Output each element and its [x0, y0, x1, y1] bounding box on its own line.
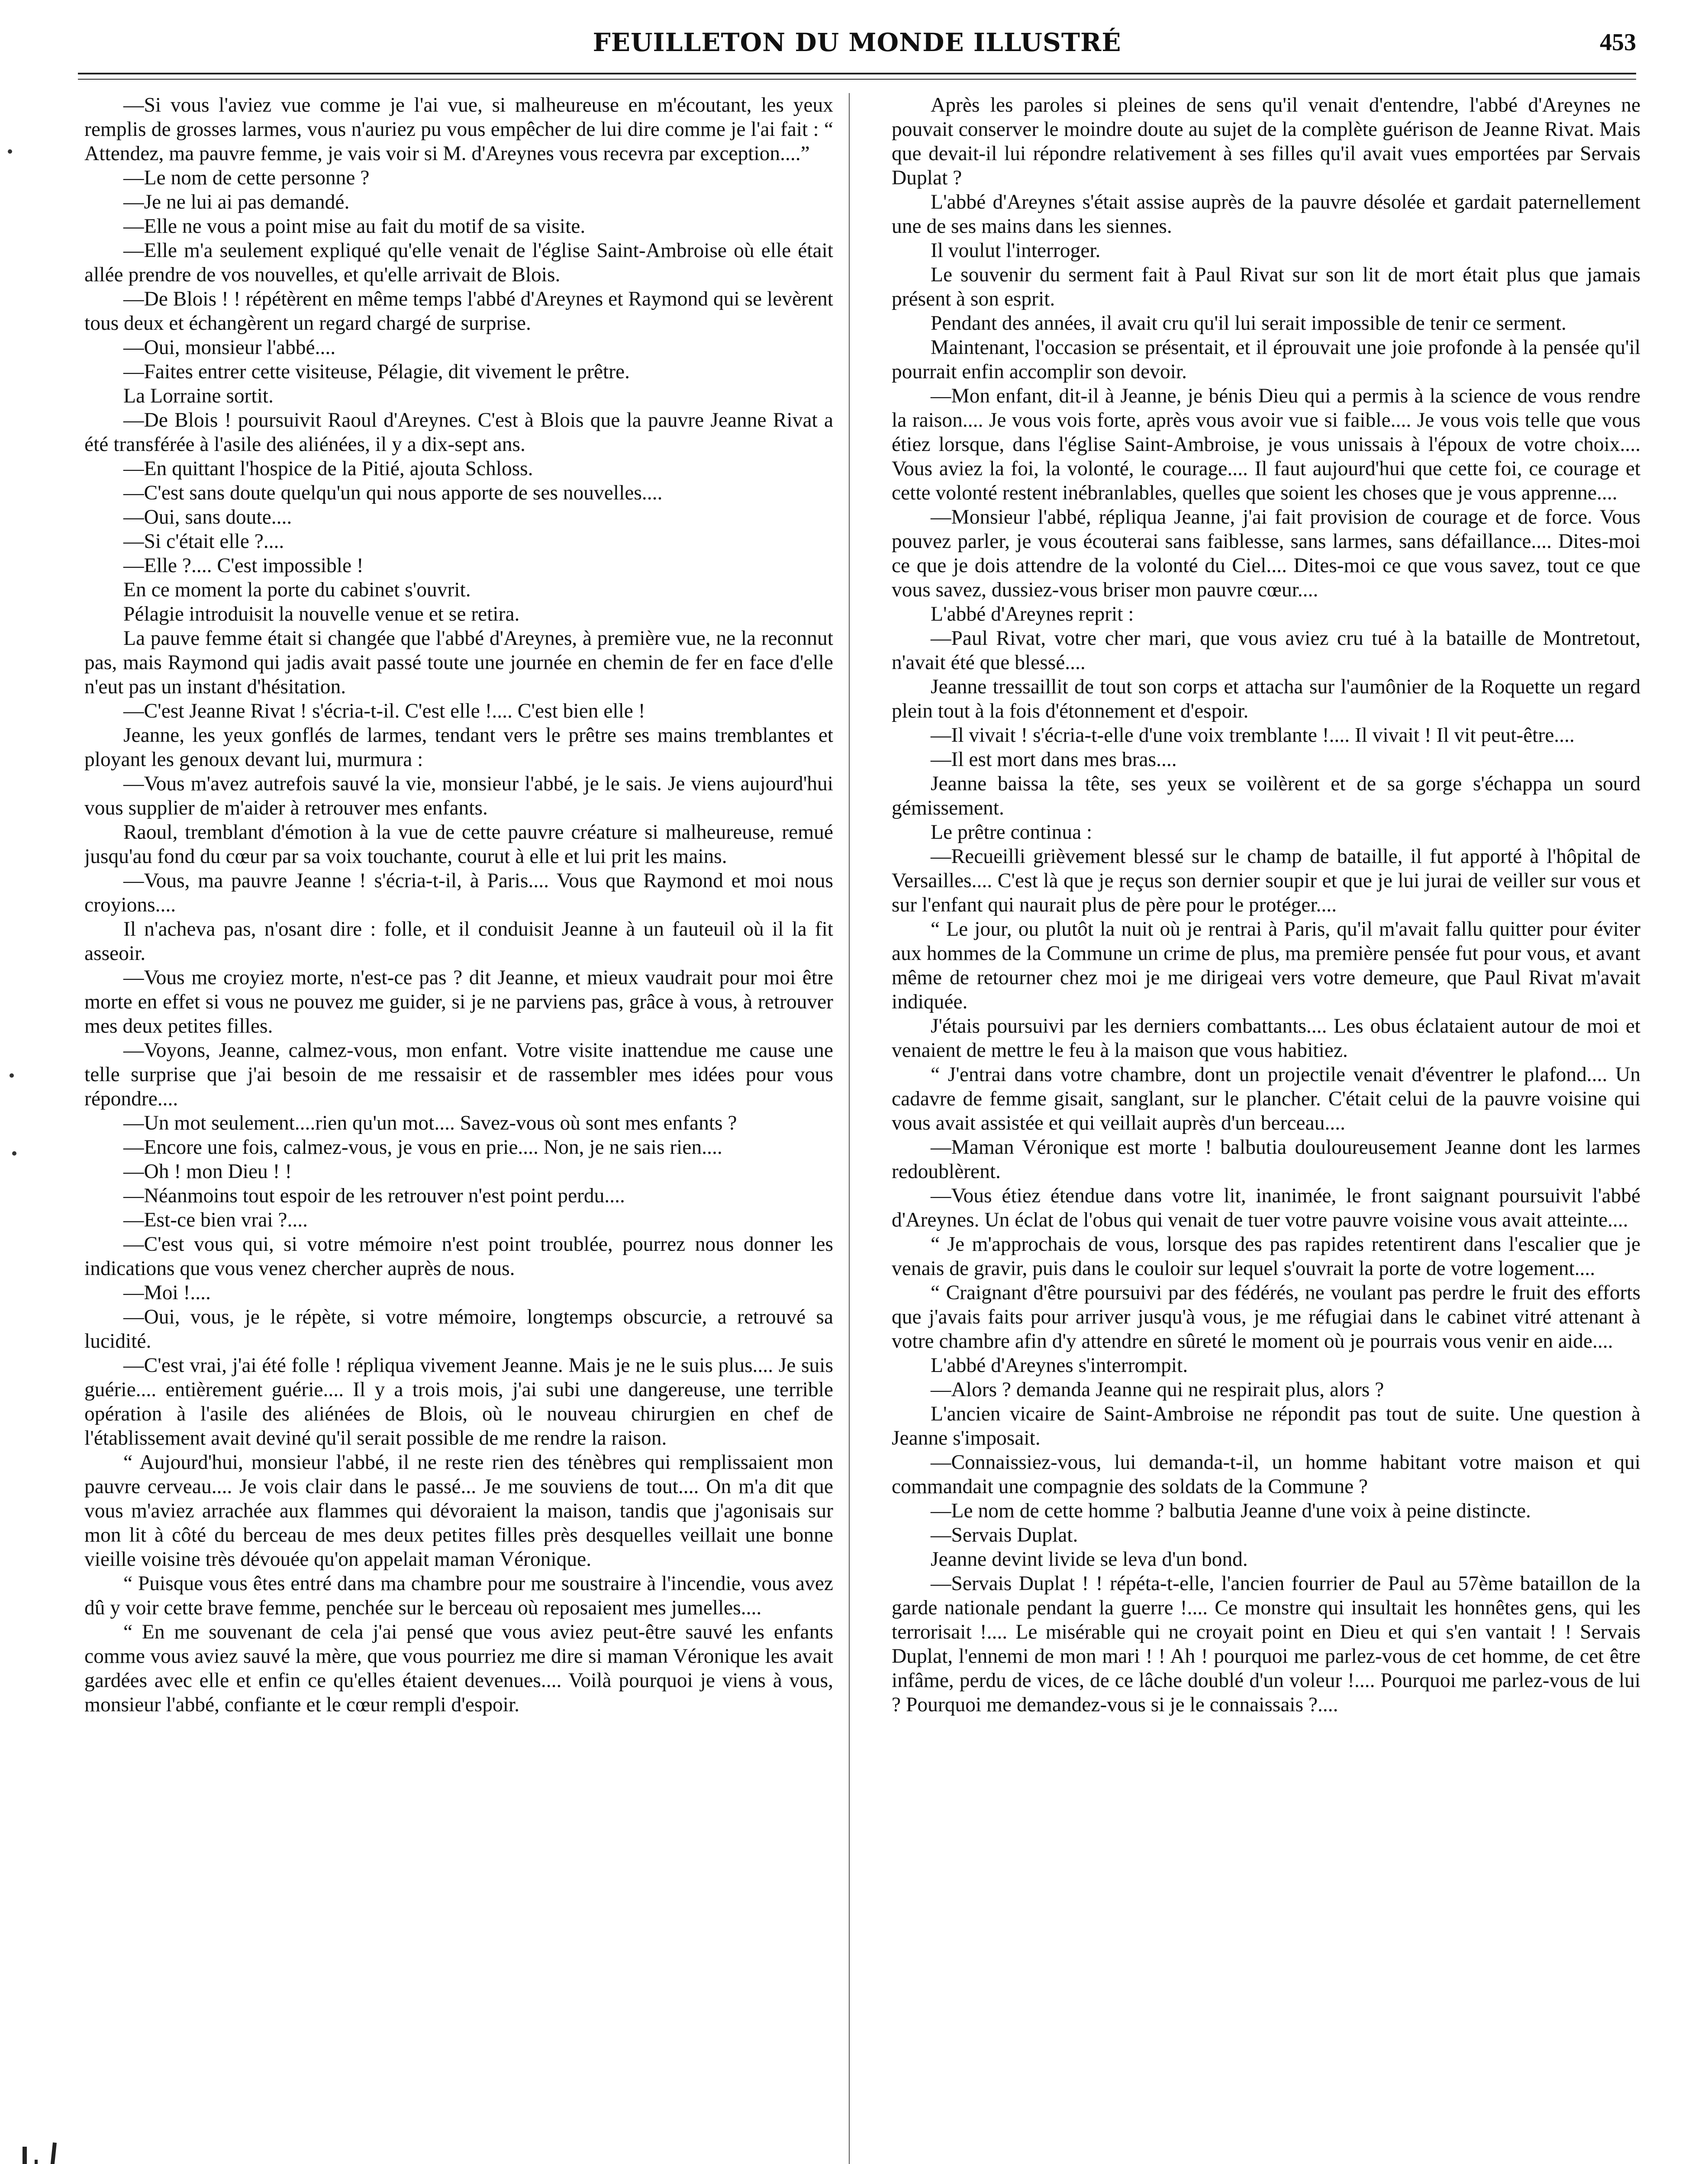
paragraph: —Recueilli grièvement blessé sur le champ de bataille, il fut apporté à l'hôpital de Versailles.... C'est là que je reçus son dernier soupir et que je lui jurai de veiller sur vous et sur l'enfant qui naurait plus de père pour le protéger....	[892, 845, 1640, 916]
paragraph: —Servais Duplat ! ! répéta-t-elle, l'ancien fourrier de Paul au 57ème bataillon de la garde nationale pendant la guerre !.... Ce monstre qui insultait les honnêtes gens, qui les terrorisait !.... Le misérable qui ne croyait point en Dieu et qui s'en vantait ! ! Servais Duplat, l'ennemi de mon mari ! ! Ah ! pourquoi me parlez-vous de cet homme, de cet être infâme, perdu de vices, de ce lâche doublé d'un voleur !.... Pourquoi me parlez-vous de lui ? Pourquoi me demandez-vous si je le connaissais ?....	[892, 1572, 1640, 1716]
paragraph: —Mon enfant, dit-il à Jeanne, je bénis Dieu qui a permis à la science de vous rendre la raison.... Je vous vois forte, après vous avoir vue si faible.... Je vous vois telle que vous étiez lorsque, dans l'église Saint-Ambroise, je vous unissais à l'époux de votre choix.... Vous aviez la foi, la volonté, le courage.... Il faut aujourd'hui que cette foi, ce courage et cette volonté restent inébranlables, quelles que soient les choses que je vous apprenne....	[892, 385, 1640, 504]
paragraph: Jeanne devint livide se leva d'un bond.	[931, 1548, 1248, 1571]
paragraph: —Voyons, Jeanne, calmez-vous, mon enfant. Votre visite inattendue me cause une telle surprise que j'ai besoin de me ressaisir et de rassembler mes idées pour vous répondre....	[84, 1039, 833, 1110]
header-rule	[78, 73, 1636, 74]
paragraph: —Néanmoins tout espoir de les retrouver n'est point perdu....	[123, 1185, 625, 1207]
margin-speck	[8, 149, 12, 154]
paragraph: L'ancien vicaire de Saint-Ambroise ne répondit pas tout de suite. Une question à Jeanne s'imposait.	[892, 1403, 1640, 1449]
margin-speck	[10, 1073, 14, 1078]
paragraph: —Le nom de cette personne ?	[123, 167, 370, 189]
paragraph: “ Aujourd'hui, monsieur l'abbé, il ne reste rien des ténèbres qui remplissaient mon pauvre cerveau.... Je vois clair dans le passé... Je me souviens de tout.... On m'a dit que vous m'aviez arrachée aux flammes qui dévoraient la maison, tandis que j'agonisais sur mon lit à côté du berceau de mes deux petites filles près desquelles veillait une bonne vieille voisine très dévouée qu'on appelait maman Véronique.	[84, 1451, 833, 1571]
margin-speck	[12, 1151, 16, 1156]
paragraph: “ J'entrai dans votre chambre, dont un projectile venait d'éventrer le plafond.... Un cadavre de femme gisait, sanglant, sur le plancher. C'était celui de la pauvre voisine qui vous avait assistée et qui veillait auprès d'un berceau....	[892, 1063, 1640, 1134]
paragraph: “ Le jour, ou plutôt la nuit où je rentrai à Paris, qu'il m'avait fallu quitter pour éviter aux hommes de la Commune un crime de plus, ma première pensée fut pour vous, et avant même de retourner chez moi je me dirigeai vers votre demeure, que Paul Rivat m'avait indiquée.	[892, 918, 1640, 1013]
paragraph: —Vous, ma pauvre Jeanne ! s'écria-t-il, à Paris.... Vous que Raymond et moi nous croyions....	[84, 869, 833, 916]
page-header	[78, 25, 1636, 73]
paragraph: —Est-ce bien vrai ?....	[123, 1209, 308, 1231]
paragraph: —Paul Rivat, votre cher mari, que vous aviez cru tué à la bataille de Montretout, n'avait été que blessé....	[892, 627, 1640, 674]
margin-ink-mark	[17, 2142, 65, 2164]
paragraph: Jeanne baissa la tête, ses yeux se voilèrent et de sa gorge s'échappa un sourd gémissement.	[892, 773, 1640, 819]
paragraph: “ En me souvenant de cela j'ai pensé que vous aviez peut-être sauvé les enfants comme vous aviez sauvé la mère, que vous pourriez me dire si maman Véronique les avait gardées avec elle et enfin ce qu'elles étaient devenues.... Voilà pourquoi je viens à vous, monsieur l'abbé, confiante et le cœur rempli d'espoir.	[84, 1621, 833, 1716]
paragraph: —Vous me croyiez morte, n'est-ce pas ? dit Jeanne, et mieux vaudrait pour moi être morte en effet si vous ne pouvez me guider, si je ne parviens pas, grâce à vous, à retrouver mes deux petites filles.	[84, 966, 833, 1037]
paragraph: Jeanne, les yeux gonflés de larmes, tendant vers le prêtre ses mains tremblantes et ployant les genoux devant lui, murmura :	[84, 724, 833, 771]
paragraph: Raoul, tremblant d'émotion à la vue de cette pauvre créature si malheureuse, remué jusqu'au fond du cœur par sa voix touchante, courut à elle et lui prit les mains.	[84, 821, 833, 868]
paragraph: Jeanne tressaillit de tout son corps et attacha sur l'aumônier de la Roquette un regard plein tout à la fois d'étonnement et d'espoir.	[892, 676, 1640, 722]
paragraph: —Elle m'a seulement expliqué qu'elle venait de l'église Saint-Ambroise où elle était allée prendre de vos nouvelles, et qu'elle arrivait de Blois.	[84, 239, 833, 286]
column-divider	[849, 93, 850, 2164]
paragraph: —Maman Véronique est morte ! balbutia douloureusement Jeanne dont les larmes redoublèrent.	[892, 1136, 1640, 1183]
paragraph: Il n'acheva pas, n'osant dire : folle, et il conduisit Jeanne à un fauteuil où il la fit asseoir.	[84, 918, 833, 965]
paragraph: —Oh ! mon Dieu ! !	[123, 1160, 292, 1183]
paragraph: —Moi !....	[123, 1282, 211, 1304]
paragraph: En ce moment la porte du cabinet s'ouvrit.	[123, 579, 471, 601]
paragraph: —De Blois ! ! répétèrent en même temps l'abbé d'Areynes et Raymond qui se levèrent tous deux et échangèrent un regard chargé de surprise.	[84, 288, 833, 335]
page-number: 453	[1600, 29, 1636, 56]
paragraph: Il voulut l'interroger.	[931, 239, 1101, 262]
paragraph: “ Craignant d'être poursuivi par des fédérés, ne voulant pas perdre le fruit des efforts que j'avais faits pour arriver jusqu'à vous, je me réfugiai dans le cabinet vitré attenant à votre chambre afin d'y attendre en sûreté le moment où je pourrais vous venir en aide....	[892, 1282, 1640, 1352]
paragraph: —Connaissiez-vous, lui demanda-t-il, un homme habitant votre maison et qui commandait une compagnie des soldats de la Commune ?	[892, 1451, 1640, 1498]
paragraph: —C'est sans doute quelqu'un qui nous apporte de ses nouvelles....	[123, 482, 663, 504]
paragraph: —Si vous l'aviez vue comme je l'ai vue, si malheureuse en m'écoutant, les yeux remplis de grosses larmes, vous n'auriez pu vous empêcher de lui dire comme je l'ai fait : “ Attendez, ma pauvre femme, je vais voir si M. d'Areynes vous recevra par exception....”	[84, 94, 833, 165]
paragraph: Le souvenir du serment fait à Paul Rivat sur son lit de mort était plus que jamais présent à son esprit.	[892, 264, 1640, 310]
paragraph: La Lorraine sortit.	[123, 385, 274, 407]
paragraph: —Alors ? demanda Jeanne qui ne respirait plus, alors ?	[931, 1378, 1384, 1401]
paragraph: J'étais poursuivi par les derniers combattants.... Les obus éclataient autour de moi et venaient de mettre le feu à la maison que vous habitiez.	[892, 1015, 1640, 1062]
paragraph: —C'est vrai, j'ai été folle ! répliqua vivement Jeanne. Mais je ne le suis plus.... Je suis guérie.... entièrement guérie.... Il y a trois mois, j'ai subi une dangereuse, une terrible opération à l'asile des aliénées de Blois, où le nouveau chirurgien en chef de l'établissement avait deviné qu'il serait possible de me rendre la raison.	[84, 1354, 833, 1449]
paragraph: —Encore une fois, calmez-vous, je vous en prie.... Non, je ne sais rien....	[123, 1136, 722, 1159]
paragraph: —Je ne lui ai pas demandé.	[123, 191, 350, 213]
paragraph: —Elle ?.... C'est impossible !	[123, 554, 364, 577]
left-column	[84, 93, 833, 2164]
header-rule-thin	[78, 79, 1636, 80]
paragraph: Pendant des années, il avait cru qu'il lui serait impossible de tenir ce serment.	[931, 312, 1566, 335]
paragraph: —Le nom de cette homme ? balbutia Jeanne d'une voix à peine distincte.	[931, 1500, 1531, 1522]
paragraph: Pélagie introduisit la nouvelle venue et se retira.	[123, 603, 520, 625]
paragraph: L'abbé d'Areynes s'était assise auprès de la pauvre désolée et gardait paternellement une de ses mains dans les siennes.	[892, 191, 1640, 238]
paragraph: La pauve femme était si changée que l'abbé d'Areynes, à première vue, ne la reconnut pas, mais Raymond qui jadis avait passé toute une journée en chemin de fer en face d'elle n'eut pas un instant d'hésitation.	[84, 627, 833, 698]
right-column	[892, 93, 1640, 2164]
paragraph: L'abbé d'Areynes s'interrompit.	[931, 1354, 1188, 1377]
paragraph: —Servais Duplat.	[931, 1524, 1078, 1546]
running-title: FEUILLETON DU MONDE ILLUSTRÉ	[593, 28, 1121, 57]
paragraph: —En quittant l'hospice de la Pitié, ajouta Schloss.	[123, 457, 533, 480]
paragraph: —Un mot seulement....rien qu'un mot.... Savez-vous où sont mes enfants ?	[123, 1112, 737, 1134]
paragraph: Le prêtre continua :	[931, 821, 1092, 844]
paragraph: —Il vivait ! s'écria-t-elle d'une voix tremblante !.... Il vivait ! Il vit peut-être....	[931, 724, 1575, 747]
paragraph: —Oui, sans doute....	[123, 506, 292, 528]
paragraph: “ Je m'approchais de vous, lorsque des pas rapides retentirent dans l'escalier que je venais de gravir, puis dans le couloir sur lequel s'ouvrait la porte de votre logement....	[892, 1233, 1640, 1280]
paragraph: —Vous étiez étendue dans votre lit, inanimée, le front saignant poursuivit l'abbé d'Areynes. Un éclat de l'obus qui venait de tuer votre pauvre voisine vous avait atteinte....	[892, 1185, 1640, 1231]
paragraph: —Faites entrer cette visiteuse, Pélagie, dit vivement le prêtre.	[123, 361, 630, 383]
paragraph: —Il est mort dans mes bras....	[931, 748, 1177, 771]
paragraph: —C'est vous qui, si votre mémoire n'est point troublée, pourrez nous donner les indications que vous venez chercher auprès de nous.	[84, 1233, 833, 1280]
paragraph: —Vous m'avez autrefois sauvé la vie, monsieur l'abbé, je le sais. Je viens aujourd'hui vous supplier de m'aider à retrouver mes enfants.	[84, 773, 833, 819]
paragraph: “ Puisque vous êtes entré dans ma chambre pour me soustraire à l'incendie, vous avez dû y voir cette brave femme, penchée sur le berceau où reposaient mes jumelles....	[84, 1572, 833, 1619]
paragraph: Maintenant, l'occasion se présentait, et il éprouvait une joie profonde à la pensée qu'il pourrait enfin accomplir son devoir.	[892, 336, 1640, 383]
paragraph: —Elle ne vous a point mise au fait du motif de sa visite.	[123, 215, 586, 238]
paragraph: —Oui, monsieur l'abbé....	[123, 336, 336, 359]
paragraph: —Monsieur l'abbé, répliqua Jeanne, j'ai fait provision de courage et de force. Vous pouvez parler, je vous écouterai sans faiblesse, sans larmes, sans défaillance.... Dites-moi ce que je dois attendre de la volonté du Ciel.... Dites-moi ce que vous savez, tout ce que vous savez, dussiez-vous briser mon pauvre cœur....	[892, 506, 1640, 601]
paragraph: —Si c'était elle ?....	[123, 530, 284, 553]
paragraph: —De Blois ! poursuivit Raoul d'Areynes. C'est à Blois que la pauvre Jeanne Rivat a été transférée à l'asile des aliénées, il y a dix-sept ans.	[84, 409, 833, 456]
paragraph: Après les paroles si pleines de sens qu'il venait d'entendre, l'abbé d'Areynes ne pouvait conserver le moindre doute au sujet de la complète guérison de Jeanne Rivat. Mais que devait-il lui répondre relativement à ses filles qu'il avait vues emportées par Servais Duplat ?	[892, 94, 1640, 189]
paragraph: —Oui, vous, je le répète, si votre mémoire, longtemps obscurcie, a retrouvé sa lucidité.	[84, 1306, 833, 1352]
paragraph: L'abbé d'Areynes reprit :	[931, 603, 1134, 625]
paragraph: —C'est Jeanne Rivat ! s'écria-t-il. C'est elle !.... C'est bien elle !	[123, 700, 645, 722]
